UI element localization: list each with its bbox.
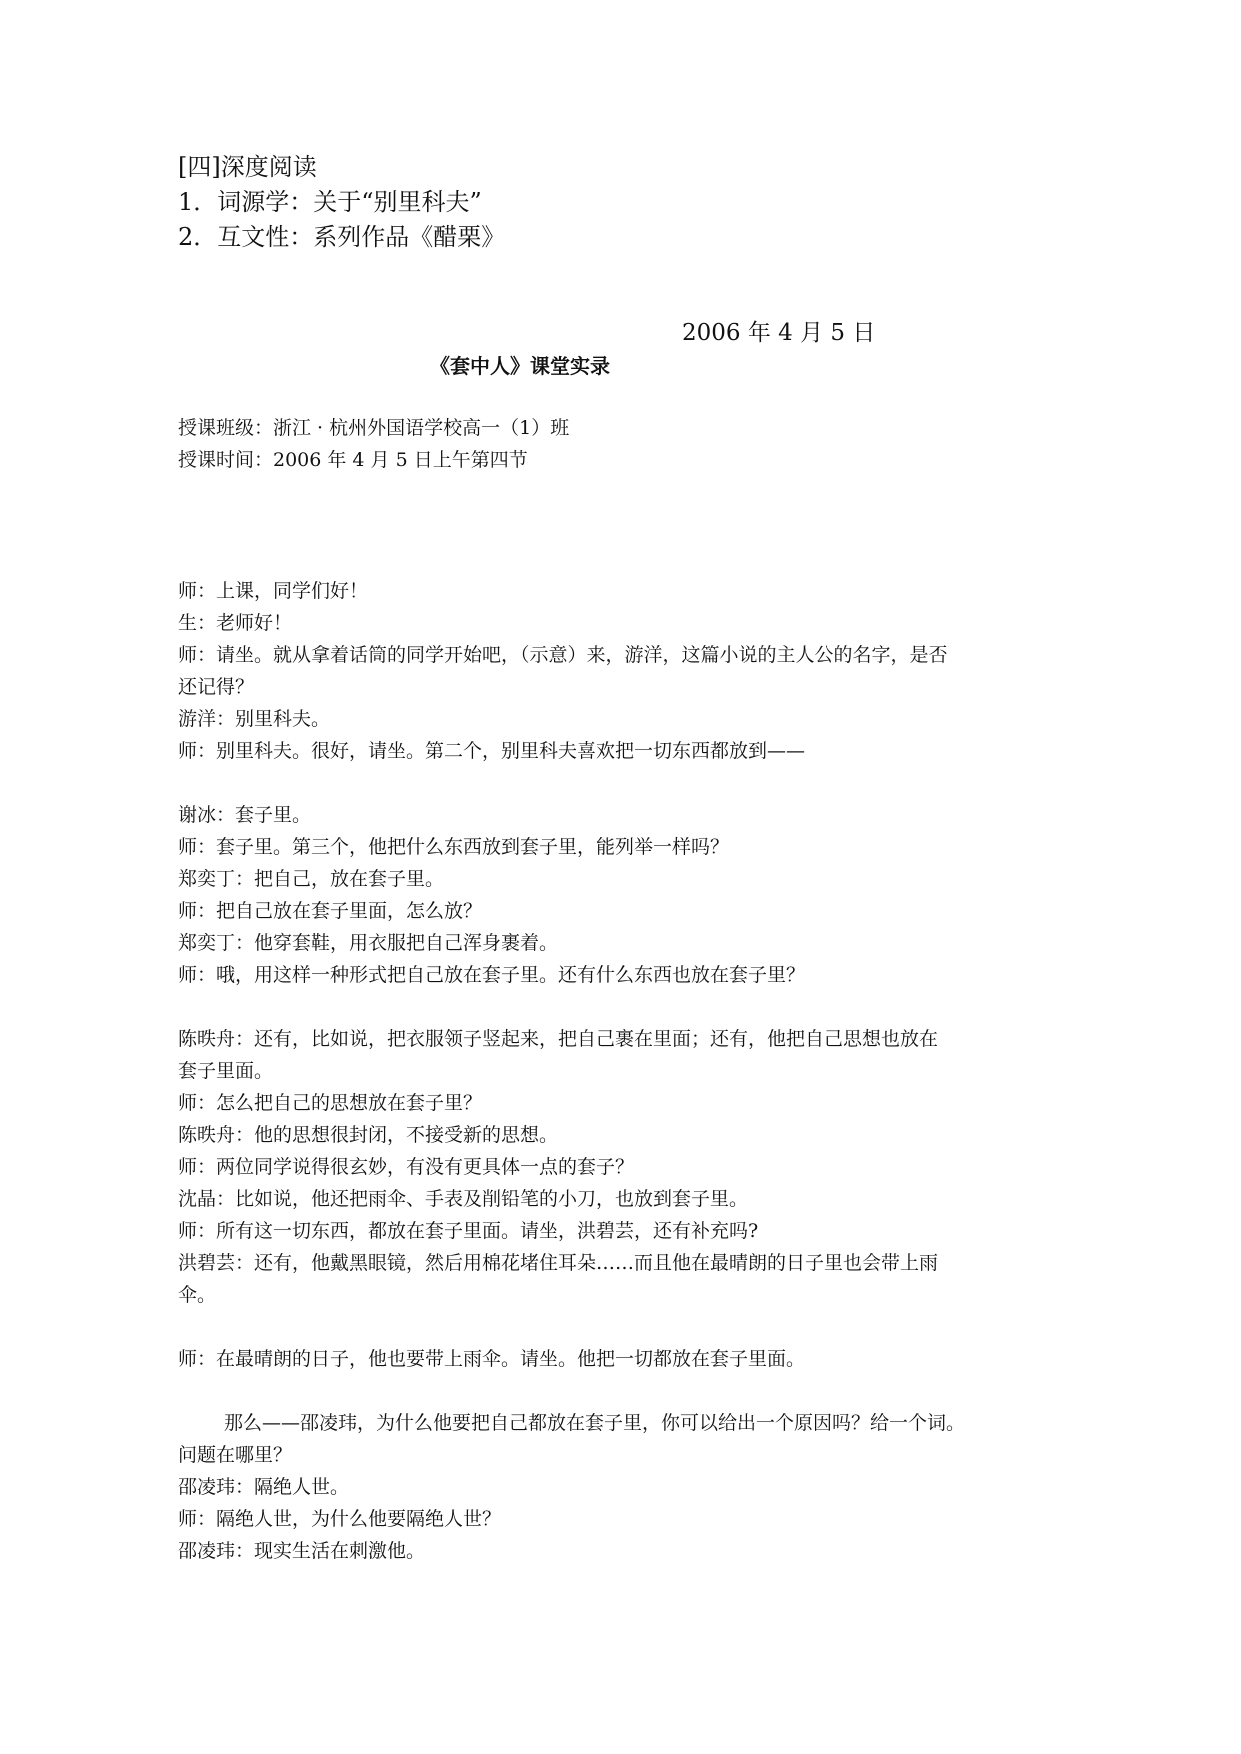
dialogue-transcript (178, 575, 1063, 1567)
dialogue-line: 师：所有这一切东西，都放在套子里面。请坐，洪碧芸，还有补充吗? (178, 1220, 759, 1242)
document-date: 2006 年 4 月 5 日 (682, 320, 876, 346)
dialogue-line: 游洋：别里科夫。 (178, 708, 331, 730)
dialogue-line: 伞。 (178, 1284, 217, 1306)
dialogue-line: 师：两位同学说得很玄妙，有没有更具体一点的套子？ (178, 1156, 635, 1178)
dialogue-line: 问题在哪里？ (178, 1444, 293, 1466)
dialogue-line: 那么——邵凌玮，为什么他要把自己都放在套子里，你可以给出一个原因吗？给一个词。 (224, 1412, 966, 1434)
time-line: 授课时间：2006 年 4 月 5 日上午第四节 (178, 449, 528, 471)
dialogue-line: 谢冰：套子里。 (178, 804, 312, 826)
dialogue-line: 郑奕丁：把自己，放在套子里。 (178, 868, 445, 890)
dialogue-line: 郑奕丁：他穿套鞋，用衣服把自己浑身裹着。 (178, 932, 559, 954)
dialogue-line: 师：把自己放在套子里面，怎么放？ (178, 900, 483, 922)
dialogue-line: 师：套子里。第三个，他把什么东西放到套子里，能列举一样吗？ (178, 836, 730, 858)
dialogue-line: 邵凌玮：现实生活在刺激他。 (178, 1540, 426, 1562)
paragraph-gap (178, 991, 1063, 1023)
paragraph-gap (178, 1375, 1063, 1407)
lesson-meta (178, 412, 569, 476)
dialogue-line: 师：在最晴朗的日子，他也要带上雨伞。请坐。他把一切都放在套子里面。 (178, 1348, 806, 1370)
dialogue-line: 师：哦，用这样一种形式把自己放在套子里。还有什么东西也放在套子里？ (178, 964, 806, 986)
section-heading: [四]深度阅读 (178, 153, 317, 181)
dialogue-line: 套子里面。 (178, 1060, 274, 1082)
section-item-intertextuality: 2．互文性：系列作品《醋栗》 (178, 223, 506, 251)
dialogue-line: 洪碧芸：还有，他戴黑眼镜，然后用棉花堵住耳朵……而且他在最晴朗的日子里也会带上雨 (178, 1252, 939, 1274)
class-line: 授课班级：浙江 · 杭州外国语学校高一（1）班 (178, 417, 570, 439)
dialogue-line: 师：怎么把自己的思想放在套子里？ (178, 1092, 483, 1114)
paragraph-gap (178, 1311, 1063, 1343)
dialogue-line: 沈晶：比如说，他还把雨伞、手表及削铅笔的小刀，也放到套子里。 (178, 1188, 749, 1210)
reading-section (178, 150, 505, 255)
section-item-etymology: 1．词源学：关于“别里科夫” (178, 188, 482, 216)
dialogue-line: 生：老师好！ (178, 612, 293, 634)
dialogue-line: 师：隔绝人世，为什么他要隔绝人世？ (178, 1508, 502, 1530)
dialogue-line: 陈昳舟：还有，比如说，把衣服领子竖起来，把自己裹在里面；还有，他把自己思想也放在 (178, 1028, 939, 1050)
dialogue-line: 还记得？ (178, 676, 255, 698)
paragraph-gap (178, 767, 1063, 799)
dialogue-line: 陈昳舟：他的思想很封闭，不接受新的思想。 (178, 1124, 559, 1146)
dialogue-line: 师：别里科夫。很好，请坐。第二个，别里科夫喜欢把一切东西都放到—— (178, 740, 806, 762)
dialogue-line: 师：上课，同学们好！ (178, 580, 369, 602)
dialogue-line: 师：请坐。就从拿着话筒的同学开始吧，（示意）来，游洋，这篇小说的主人公的名字，是否 (178, 644, 948, 666)
document-title: 《套中人》课堂实录 (430, 354, 610, 378)
dialogue-line: 邵凌玮：隔绝人世。 (178, 1476, 350, 1498)
